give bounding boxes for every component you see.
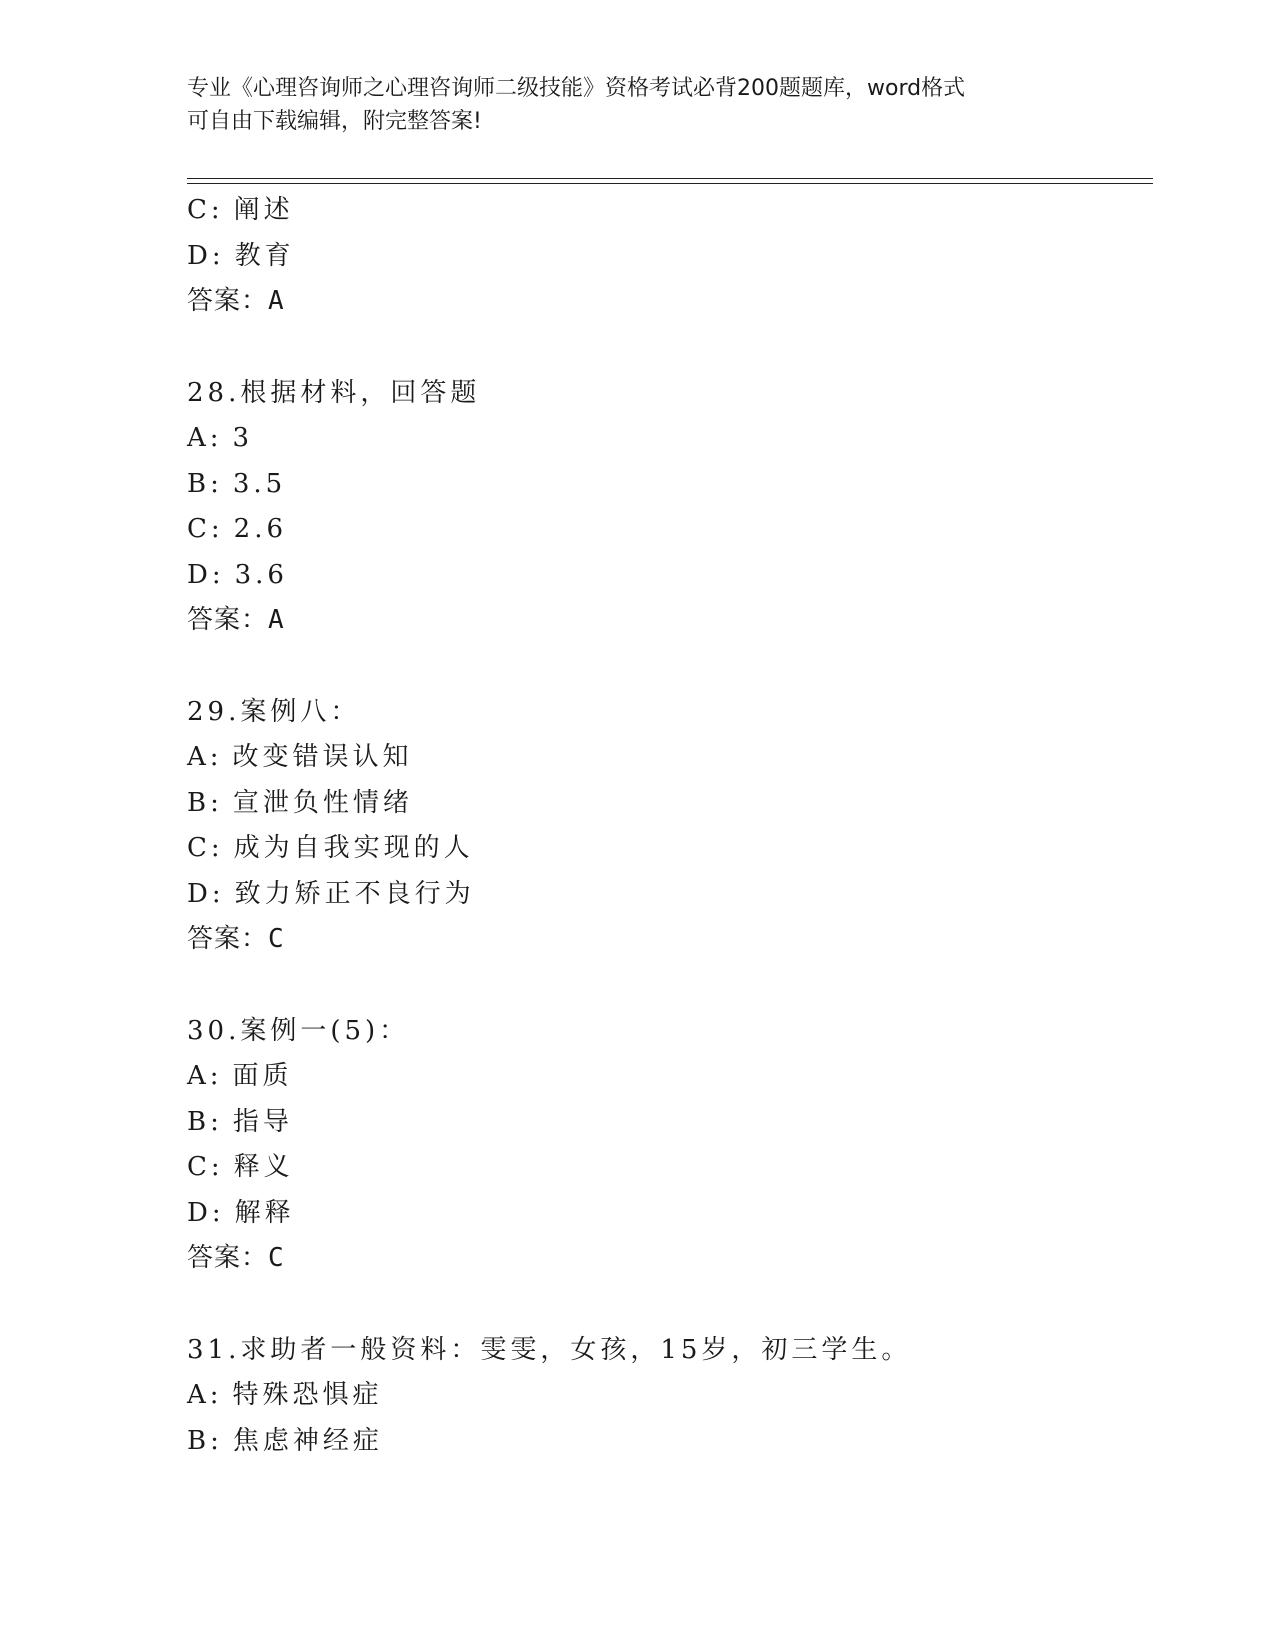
spacer [187,1282,1153,1328]
option-text: 改变错误认知 [232,742,413,772]
question-list [187,188,1153,1464]
option-text: 3.5 [232,468,287,499]
spacer [187,963,1153,1009]
option-line [187,735,1153,781]
option-text: 特殊恐惧症 [232,1380,383,1410]
spacer [187,644,1153,690]
option-label: A: [187,1380,223,1410]
option-line [187,1100,1153,1146]
option-label: A: [187,742,223,772]
option-label: D: [187,878,225,909]
question-stem: 28.根据材料，回答题 [187,377,481,408]
option-line [187,781,1153,827]
option-label: C: [187,195,224,225]
spacer [187,325,1153,371]
question-stem: 31.求助者一般资料：雯雯，女孩，15岁，初三学生。 [187,1334,912,1365]
option-text: 面质 [232,1061,293,1091]
option-label: D: [187,559,225,590]
option-label: D: [187,1197,225,1228]
option-label: A: [187,1061,223,1091]
option-text: 宣泄负性情绪 [232,787,413,818]
option-line [187,507,1153,553]
option-text: 教育 [234,240,295,271]
option-text: 阐述 [233,195,294,225]
option-line [187,872,1153,918]
option-label: C: [187,833,224,863]
option-label: C: [187,514,224,544]
option-line [187,826,1153,872]
option-line [187,462,1153,508]
answer-line: 答案：C [187,924,285,954]
answer-line: 答案：A [187,286,285,316]
option-text: 指导 [232,1106,293,1137]
answer-line: 答案：A [187,605,285,635]
option-text: 成为自我实现的人 [233,833,474,863]
option-line [187,188,1153,234]
header-line-2: 可自由下载编辑，附完整答案! [187,109,482,134]
option-line [187,553,1153,599]
header-rule-top [187,178,1153,179]
option-text: 解释 [234,1197,295,1228]
option-text: 焦虑神经症 [232,1425,383,1456]
option-text: 2.6 [233,514,288,544]
header-rule-bottom [187,183,1153,184]
option-line [187,1419,1153,1465]
question-stem: 29.案例八： [187,696,361,727]
question-stem: 30.案例一(5)： [187,1015,410,1046]
option-line [187,416,1153,462]
option-label: D: [187,240,225,271]
option-text: 3 [232,423,254,453]
option-label: C: [187,1152,224,1182]
option-line [187,1145,1153,1191]
option-text: 3.6 [234,559,288,590]
option-label: B: [187,787,223,818]
option-text: 释义 [233,1152,294,1182]
option-line [187,1054,1153,1100]
option-line [187,234,1153,280]
option-label: B: [187,1106,223,1137]
document-header [187,72,1087,138]
option-label: A: [187,423,223,453]
answer-line: 答案：C [187,1243,285,1273]
option-label: B: [187,468,223,499]
option-text: 致力矫正不良行为 [234,878,475,909]
option-line [187,1373,1153,1419]
header-line-1: 专业《心理咨询师之心理咨询师二级技能》资格考试必背200题题库，word格式 [187,76,966,101]
option-line [187,1191,1153,1237]
option-label: B: [187,1425,223,1456]
